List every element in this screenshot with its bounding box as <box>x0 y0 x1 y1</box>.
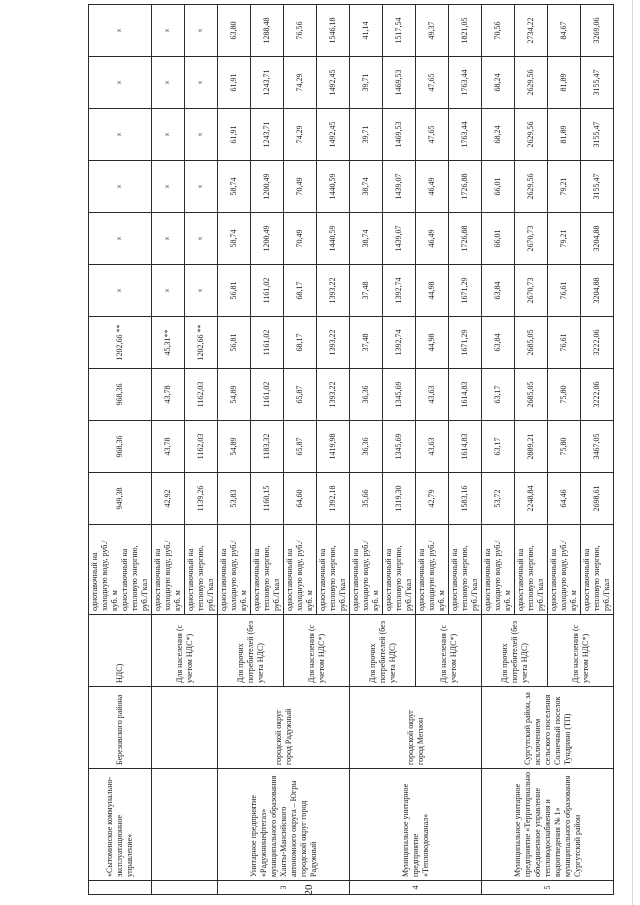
value-cell: 1439,07 <box>383 161 416 213</box>
value-cell: 56,81 <box>218 317 251 369</box>
value-cell: 38,74 <box>350 161 383 213</box>
value-cell: × <box>185 265 218 317</box>
value-cell: 38,74 <box>350 213 383 265</box>
value-cell: 54,89 <box>218 369 251 421</box>
row-number-cell <box>89 881 152 895</box>
value-cell: × <box>89 213 152 265</box>
value-cell: 63,80 <box>218 5 251 57</box>
value-cell: 74,29 <box>284 109 317 161</box>
value-cell: 84,67 <box>548 5 581 57</box>
value-cell: 63,84 <box>482 317 515 369</box>
table-row-top <box>89 5 152 895</box>
value-cell: × <box>89 109 152 161</box>
value-cell: 2629,56 <box>515 109 548 161</box>
value-cell: 56,81 <box>218 265 251 317</box>
value-cell: 37,48 <box>350 265 383 317</box>
value-cell: 1393,22 <box>317 265 350 317</box>
value-cell: 1160,15 <box>251 473 284 525</box>
value-cell: 3155,47 <box>581 109 614 161</box>
value-cell: 74,29 <box>284 57 317 109</box>
value-cell: 1583,16 <box>449 473 482 525</box>
value-cell: 63,17 <box>482 369 515 421</box>
value-cell: 79,21 <box>548 213 581 265</box>
value-cell: 1161,02 <box>251 317 284 369</box>
value-cell: 43,63 <box>416 369 449 421</box>
value-cell: 1439,07 <box>383 213 416 265</box>
value-cell: 3155,47 <box>581 161 614 213</box>
service-cell: одноставочный на холодную воду, руб./куб. м <box>548 525 581 615</box>
value-cell: 1469,53 <box>383 109 416 161</box>
value-cell: 2670,73 <box>515 213 548 265</box>
territory-cell <box>152 687 218 769</box>
value-cell: 39,71 <box>350 57 383 109</box>
value-cell: 45,31** <box>152 317 185 369</box>
territory-cell: Березовского района <box>89 687 152 769</box>
value-cell: × <box>152 5 185 57</box>
service-cell: одноставочный на тепловую энергию, руб./Гкал <box>185 525 218 615</box>
service-cell: одноставочный на холодную воду, руб./куб. м <box>284 525 317 615</box>
service-cell: одноставочный на тепловую энергию, руб./Гкал <box>449 525 482 615</box>
value-cell: 63,84 <box>482 265 515 317</box>
value-cell: × <box>185 57 218 109</box>
organization-cell: «Сытоминское коммунально-эксплуатационное управление» <box>89 769 152 881</box>
value-cell: 1392,18 <box>317 473 350 525</box>
value-cell: 47,65 <box>416 57 449 109</box>
value-cell: 43,78 <box>152 421 185 473</box>
value-cell: 949,38 <box>89 473 152 525</box>
value-cell: × <box>152 57 185 109</box>
value-cell: × <box>152 109 185 161</box>
table-row <box>350 5 383 895</box>
value-cell: 3269,06 <box>581 5 614 57</box>
value-cell: 1202,66 ** <box>89 317 152 369</box>
value-cell: 2248,84 <box>515 473 548 525</box>
service-cell: одноставочный на холодную воду, руб./куб. м <box>350 525 383 615</box>
value-cell: 2685,05 <box>515 317 548 369</box>
value-cell: 3204,88 <box>581 213 614 265</box>
service-cell: одноставочный на тепловую энергию, руб./Гкал <box>317 525 350 615</box>
value-cell: 70,56 <box>482 5 515 57</box>
value-cell: 44,98 <box>416 317 449 369</box>
value-cell: 1392,74 <box>383 265 416 317</box>
value-cell: 65,87 <box>284 369 317 421</box>
value-cell: 1162,03 <box>185 369 218 421</box>
value-cell: 3155,47 <box>581 57 614 109</box>
value-cell: 2734,22 <box>515 5 548 57</box>
organization-cell: Муниципальное унитарное предприятие «Тепловодоканал» <box>350 769 482 881</box>
value-cell: 1345,69 <box>383 369 416 421</box>
service-line: однотавочный на холодную воду, руб./куб. м <box>90 540 119 611</box>
value-cell: 1546,18 <box>317 5 350 57</box>
value-cell: 42,79 <box>416 473 449 525</box>
value-cell: 63,17 <box>482 421 515 473</box>
value-cell: × <box>152 213 185 265</box>
value-cell: 79,21 <box>548 161 581 213</box>
value-cell: 3222,06 <box>581 369 614 421</box>
value-cell: 64,60 <box>284 473 317 525</box>
value-cell: 1419,98 <box>317 421 350 473</box>
value-cell: 1200,49 <box>251 213 284 265</box>
value-cell: 75,80 <box>548 421 581 473</box>
value-cell: 76,56 <box>284 5 317 57</box>
tariff-table <box>88 4 614 895</box>
value-cell: 1183,32 <box>251 421 284 473</box>
value-cell: 968,36 <box>89 369 152 421</box>
value-cell: 3204,88 <box>581 265 614 317</box>
value-cell: 1671,29 <box>449 317 482 369</box>
value-cell: 1243,71 <box>251 109 284 161</box>
value-cell: 61,91 <box>218 57 251 109</box>
value-cell: 1393,22 <box>317 369 350 421</box>
value-cell: 41,14 <box>350 5 383 57</box>
value-cell: 76,61 <box>548 265 581 317</box>
value-cell: 3467,05 <box>581 421 614 473</box>
value-cell: 75,80 <box>548 369 581 421</box>
value-cell: 53,83 <box>218 473 251 525</box>
category-cell: НДС) <box>89 615 152 687</box>
organization-cell <box>152 769 218 881</box>
value-cell: 68,24 <box>482 109 515 161</box>
value-cell: 44,98 <box>416 265 449 317</box>
value-cell: 43,78 <box>152 369 185 421</box>
value-cell: 1440,59 <box>317 161 350 213</box>
value-cell: 68,24 <box>482 57 515 109</box>
category-cell: Для прочих потребителей (без учета НДС) <box>350 615 416 687</box>
rotated-table-container <box>88 5 611 895</box>
value-cell: 2889,21 <box>515 421 548 473</box>
row-number-cell <box>152 881 218 895</box>
value-cell: 68,17 <box>284 265 317 317</box>
value-cell: 36,36 <box>350 421 383 473</box>
value-cell: 42,92 <box>152 473 185 525</box>
value-cell: 1162,03 <box>185 421 218 473</box>
value-cell: 1202,66 ** <box>185 317 218 369</box>
value-cell: 65,87 <box>284 421 317 473</box>
value-cell: 61,91 <box>218 109 251 161</box>
value-cell: 70,49 <box>284 161 317 213</box>
value-cell: 1243,71 <box>251 57 284 109</box>
value-cell: 1392,74 <box>383 317 416 369</box>
value-cell: × <box>185 213 218 265</box>
value-cell: × <box>185 161 218 213</box>
category-cell: Для населения (с учетом НДС*) <box>284 615 350 687</box>
value-cell: 54,89 <box>218 421 251 473</box>
service-line: одноставочный на тепловую энергию, руб./Гкал <box>120 545 149 611</box>
service-cell: одноставочный на тепловую энергию, руб./Гкал <box>251 525 284 615</box>
page-number: 20 <box>303 884 315 896</box>
value-cell: 968,36 <box>89 421 152 473</box>
value-cell: × <box>89 57 152 109</box>
value-cell: 1726,88 <box>449 213 482 265</box>
value-cell: 1492,45 <box>317 109 350 161</box>
value-cell: 1763,44 <box>449 57 482 109</box>
organization-cell: Унитарное предприятие «Радужнинефтегаз» муниципального образования Ханты-Мансийского автономного округа – Югры городской округ город Радужный <box>218 769 350 881</box>
value-cell: 2629,56 <box>515 161 548 213</box>
category-cell: Для прочих потребителей (без учета НДС) <box>218 615 284 687</box>
value-cell: 1614,83 <box>449 421 482 473</box>
organization-cell: Муниципальное унитарное предприятие «Территориально объединенное управление тепловодоснабжения и водоотведения № 1» муниципального образования Сургутский район <box>482 769 614 881</box>
value-cell: 43,63 <box>416 421 449 473</box>
value-cell: 49,37 <box>416 5 449 57</box>
value-cell: 1345,69 <box>383 421 416 473</box>
category-cell: Для населения (с учетом НДС*) <box>548 615 614 687</box>
value-cell: × <box>89 265 152 317</box>
value-cell: × <box>89 161 152 213</box>
value-cell: × <box>152 265 185 317</box>
value-cell: 37,48 <box>350 317 383 369</box>
value-cell: 68,17 <box>284 317 317 369</box>
value-cell: 1614,83 <box>449 369 482 421</box>
service-cell: одноставочный на тепловую энергию, руб./Гкал <box>515 525 548 615</box>
category-cell: Для прочих потребителей (без учета НДС) <box>482 615 548 687</box>
value-cell: × <box>152 161 185 213</box>
service-cell: одноставочный на холодную воду, руб./куб. м <box>218 525 251 615</box>
value-cell: 70,49 <box>284 213 317 265</box>
value-cell: 46,49 <box>416 213 449 265</box>
value-cell: × <box>89 5 152 57</box>
value-cell: 1161,02 <box>251 265 284 317</box>
value-cell: 1469,53 <box>383 57 416 109</box>
value-cell: 64,46 <box>548 473 581 525</box>
row-number-cell: 5 <box>482 881 614 895</box>
territory-cell: Сургутский район, за исключением сельского поселения Солнечный поселок Тундрино (ТП) <box>482 687 614 769</box>
row-number-cell: 4 <box>350 881 482 895</box>
value-cell: 81,89 <box>548 57 581 109</box>
row-number-cell: 3 <box>218 881 350 895</box>
scan-edge-line <box>632 0 633 905</box>
territory-cell: городской округ город Радужный <box>218 687 350 769</box>
service-cell: одноставочный на тепловую энергию, руб./Гкал <box>581 525 614 615</box>
category-cell: Для населения (с учетом НДС*) <box>152 615 218 687</box>
value-cell: 39,71 <box>350 109 383 161</box>
value-cell: 2698,61 <box>581 473 614 525</box>
value-cell: 36,36 <box>350 369 383 421</box>
value-cell: 1763,44 <box>449 109 482 161</box>
table-row <box>482 5 515 895</box>
value-cell: 1671,29 <box>449 265 482 317</box>
service-cell <box>89 525 152 615</box>
value-cell: × <box>185 109 218 161</box>
value-cell: 1440,59 <box>317 213 350 265</box>
service-cell: одноставочный на холодную воду, руб./куб. м <box>482 525 515 615</box>
value-cell: 2629,56 <box>515 57 548 109</box>
value-cell: 1288,48 <box>251 5 284 57</box>
value-cell: 1492,45 <box>317 57 350 109</box>
table-row <box>218 5 251 895</box>
value-cell: 1139,26 <box>185 473 218 525</box>
territory-cell: городской округ город Мегион <box>350 687 482 769</box>
value-cell: 1393,22 <box>317 317 350 369</box>
service-cell: одноставочный на тепловую энергию, руб./Гкал <box>383 525 416 615</box>
service-cell: одноставочный на холодную воду, руб./куб. м <box>152 525 185 615</box>
value-cell: 2685,05 <box>515 369 548 421</box>
value-cell: 58,74 <box>218 213 251 265</box>
value-cell: 1726,88 <box>449 161 482 213</box>
service-cell: одноставочный на холодную воду, руб./куб. м <box>416 525 449 615</box>
value-cell: 1200,49 <box>251 161 284 213</box>
table-row <box>152 5 185 895</box>
value-cell: 1319,30 <box>383 473 416 525</box>
value-cell: 66,01 <box>482 161 515 213</box>
value-cell: × <box>185 5 218 57</box>
value-cell: 3222,06 <box>581 317 614 369</box>
value-cell: 53,72 <box>482 473 515 525</box>
value-cell: 81,89 <box>548 109 581 161</box>
value-cell: 58,74 <box>218 161 251 213</box>
value-cell: 1821,05 <box>449 5 482 57</box>
category-cell: Для населения (с учетом НДС*) <box>416 615 482 687</box>
tariff-table-body <box>89 5 614 895</box>
value-cell: 1161,02 <box>251 369 284 421</box>
value-cell: 35,66 <box>350 473 383 525</box>
value-cell: 2670,73 <box>515 265 548 317</box>
value-cell: 66,01 <box>482 213 515 265</box>
value-cell: 76,61 <box>548 317 581 369</box>
value-cell: 1517,54 <box>383 5 416 57</box>
value-cell: 46,49 <box>416 161 449 213</box>
value-cell: 47,65 <box>416 109 449 161</box>
